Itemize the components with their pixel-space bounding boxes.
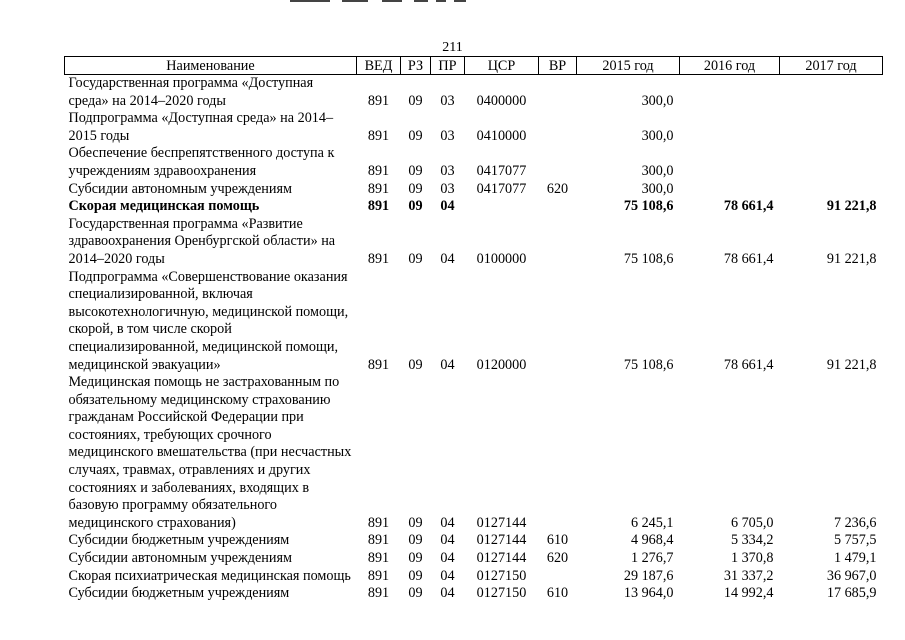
cell-2015: 75 108,6 — [623, 356, 674, 373]
cell-vr: 620 — [546, 550, 569, 567]
cell-2017: 5 757,5 — [833, 532, 877, 549]
header-ved: ВЕД — [357, 57, 401, 75]
cell-rz: 09 — [408, 514, 423, 531]
cell-ved: 891 — [367, 127, 390, 144]
cell-vr: 620 — [546, 180, 569, 197]
cell-2015: 300,0 — [641, 92, 674, 109]
header-2015: 2015 год — [577, 57, 680, 75]
cell-2017: 17 685,9 — [826, 585, 877, 602]
cell-csr: 0127144 — [476, 514, 527, 531]
table-row — [65, 198, 883, 216]
cell-2017: 36 967,0 — [826, 567, 877, 584]
cell-name: Подпрограмма «Доступная среда» на 2014–2015 годы — [68, 110, 334, 144]
cell-pr: 04 — [440, 356, 455, 373]
cell-rz: 09 — [408, 356, 423, 373]
cell-2015: 300,0 — [641, 127, 674, 144]
cell-csr: 0127144 — [476, 550, 527, 567]
cell-rz: 09 — [408, 162, 423, 179]
cell-rz: 09 — [408, 585, 423, 602]
cell-2016: 78 661,4 — [723, 198, 774, 215]
cell-name: Субсидии автономным учреждениям — [68, 550, 292, 567]
cell-ved: 891 — [367, 567, 390, 584]
cell-csr: 0417077 — [476, 162, 527, 179]
cell-2017: 1 479,1 — [833, 550, 877, 567]
header-pr: ПР — [431, 57, 465, 75]
cell-2017: 91 221,8 — [826, 250, 877, 267]
cell-ved: 891 — [367, 532, 390, 549]
cell-name: Субсидии бюджетным учреждениям — [68, 532, 290, 549]
cell-vr — [539, 216, 577, 269]
cell-rz: 09 — [408, 180, 423, 197]
cell-name: Скорая медицинская помощь — [68, 198, 260, 215]
cell-2015: 29 187,6 — [623, 567, 674, 584]
cell-vr — [539, 269, 577, 375]
cell-2016: 14 992,4 — [723, 585, 774, 602]
table-row — [65, 374, 883, 532]
cell-ved: 891 — [367, 550, 390, 567]
cell-2016: 78 661,4 — [723, 250, 774, 267]
cell-csr: 0127144 — [476, 532, 527, 549]
table-row — [65, 532, 883, 550]
cell-ved: 891 — [367, 180, 390, 197]
cell-csr: 0127150 — [476, 585, 527, 602]
cell-csr: 0127150 — [476, 567, 527, 584]
cell-2016: 31 337,2 — [723, 567, 774, 584]
header-name: Наименование — [65, 57, 357, 75]
cell-rz: 09 — [408, 92, 423, 109]
cell-2017 — [780, 145, 883, 180]
header-csr: ЦСР — [465, 57, 539, 75]
cell-2015: 75 108,6 — [623, 198, 674, 215]
table-row — [65, 181, 883, 199]
cell-2015: 4 968,4 — [630, 532, 674, 549]
cell-name: Субсидии автономным учреждениям — [68, 180, 292, 197]
cell-ved: 891 — [367, 162, 390, 179]
cell-pr: 03 — [440, 162, 455, 179]
cell-2015: 1 276,7 — [630, 550, 674, 567]
cell-ved: 891 — [367, 250, 390, 267]
cell-rz: 09 — [408, 127, 423, 144]
cell-2015: 300,0 — [641, 180, 674, 197]
table-header — [65, 57, 883, 75]
cell-vr — [539, 145, 577, 180]
table-row — [65, 269, 883, 375]
header-2016: 2016 год — [680, 57, 780, 75]
cell-pr: 04 — [440, 550, 455, 567]
cell-2017 — [780, 181, 883, 199]
page-number: 211 — [442, 40, 463, 55]
cell-vr — [539, 110, 577, 145]
cell-csr: 0400000 — [476, 92, 527, 109]
cell-name: Подпрограмма «Совершенствование оказания специализированной, включая высокотехнологичную, медицинской помощи, скорой, в том числе скорой специализированной, медицинской помощи, медицинской эвакуации» — [68, 268, 349, 373]
cell-2016: 78 661,4 — [723, 356, 774, 373]
cell-vr — [539, 374, 577, 532]
cell-vr — [539, 198, 577, 216]
cell-vr: 610 — [546, 585, 569, 602]
cell-ved: 891 — [367, 198, 390, 215]
top-scan-marks — [290, 0, 480, 3]
cell-2016 — [680, 145, 780, 180]
cell-name: Обеспечение беспрепятственного доступа к учреждениям здравоохранения — [68, 145, 335, 179]
cell-2016 — [680, 181, 780, 199]
cell-ved: 891 — [367, 356, 390, 373]
cell-csr: 0410000 — [476, 127, 527, 144]
cell-pr: 03 — [440, 180, 455, 197]
table-row — [65, 568, 883, 586]
cell-2017: 91 221,8 — [826, 356, 877, 373]
cell-2015: 300,0 — [641, 162, 674, 179]
cell-2017: 7 236,6 — [833, 514, 877, 531]
cell-pr: 04 — [440, 567, 455, 584]
cell-vr — [539, 75, 577, 111]
cell-csr: 0417077 — [476, 180, 527, 197]
table-body — [65, 75, 883, 603]
cell-2017: 91 221,8 — [826, 198, 877, 215]
cell-2016: 6 705,0 — [730, 514, 774, 531]
cell-vr — [539, 568, 577, 586]
cell-csr: 0120000 — [476, 356, 527, 373]
cell-rz: 09 — [408, 567, 423, 584]
table-row — [65, 145, 883, 180]
cell-2016: 5 334,2 — [730, 532, 774, 549]
header-2017: 2017 год — [780, 57, 883, 75]
cell-csr: 0100000 — [476, 250, 527, 267]
cell-ved: 891 — [367, 585, 390, 602]
cell-2017 — [780, 110, 883, 145]
table-row — [65, 110, 883, 145]
cell-2015: 75 108,6 — [623, 250, 674, 267]
table-row — [65, 550, 883, 568]
cell-pr: 04 — [440, 198, 455, 215]
cell-name: Государственная программа «Доступная среда» на 2014–2020 годы — [68, 75, 314, 109]
cell-2017 — [780, 75, 883, 111]
cell-name: Государственная программа «Развитие здравоохранения Оренбургской области» на 2014–2020 годы — [68, 215, 336, 267]
budget-table — [64, 56, 883, 603]
cell-rz: 09 — [408, 550, 423, 567]
cell-csr — [465, 198, 539, 216]
header-vr: ВР — [539, 57, 577, 75]
cell-pr: 04 — [440, 250, 455, 267]
cell-ved: 891 — [367, 92, 390, 109]
cell-name: Скорая психиатрическая медицинская помощь — [68, 567, 351, 584]
cell-rz: 09 — [408, 198, 423, 215]
header-rz: РЗ — [401, 57, 431, 75]
cell-rz: 09 — [408, 250, 423, 267]
cell-ved: 891 — [367, 514, 390, 531]
table-row — [65, 216, 883, 269]
cell-name: Медицинская помощь не застрахованным по обязательному медицинскому страхованию гражданам Российской Федерации при состояниях, требующих срочного медицинского вмешательства (при несчастных случаях, травмах, отравлениях и других состояниях и заболеваниях, входящих в базовую программу обязательного медицинского страхования) — [68, 374, 352, 531]
cell-2015: 13 964,0 — [623, 585, 674, 602]
table-row — [65, 585, 883, 603]
cell-2016 — [680, 75, 780, 111]
cell-pr: 04 — [440, 532, 455, 549]
cell-pr: 04 — [440, 514, 455, 531]
cell-name: Субсидии бюджетным учреждениям — [68, 585, 290, 602]
cell-pr: 03 — [440, 92, 455, 109]
table-row — [65, 75, 883, 111]
cell-2016: 1 370,8 — [730, 550, 774, 567]
cell-rz: 09 — [408, 532, 423, 549]
cell-2015: 6 245,1 — [630, 514, 674, 531]
cell-2016 — [680, 110, 780, 145]
cell-pr: 04 — [440, 585, 455, 602]
cell-vr: 610 — [546, 532, 569, 549]
cell-pr: 03 — [440, 127, 455, 144]
